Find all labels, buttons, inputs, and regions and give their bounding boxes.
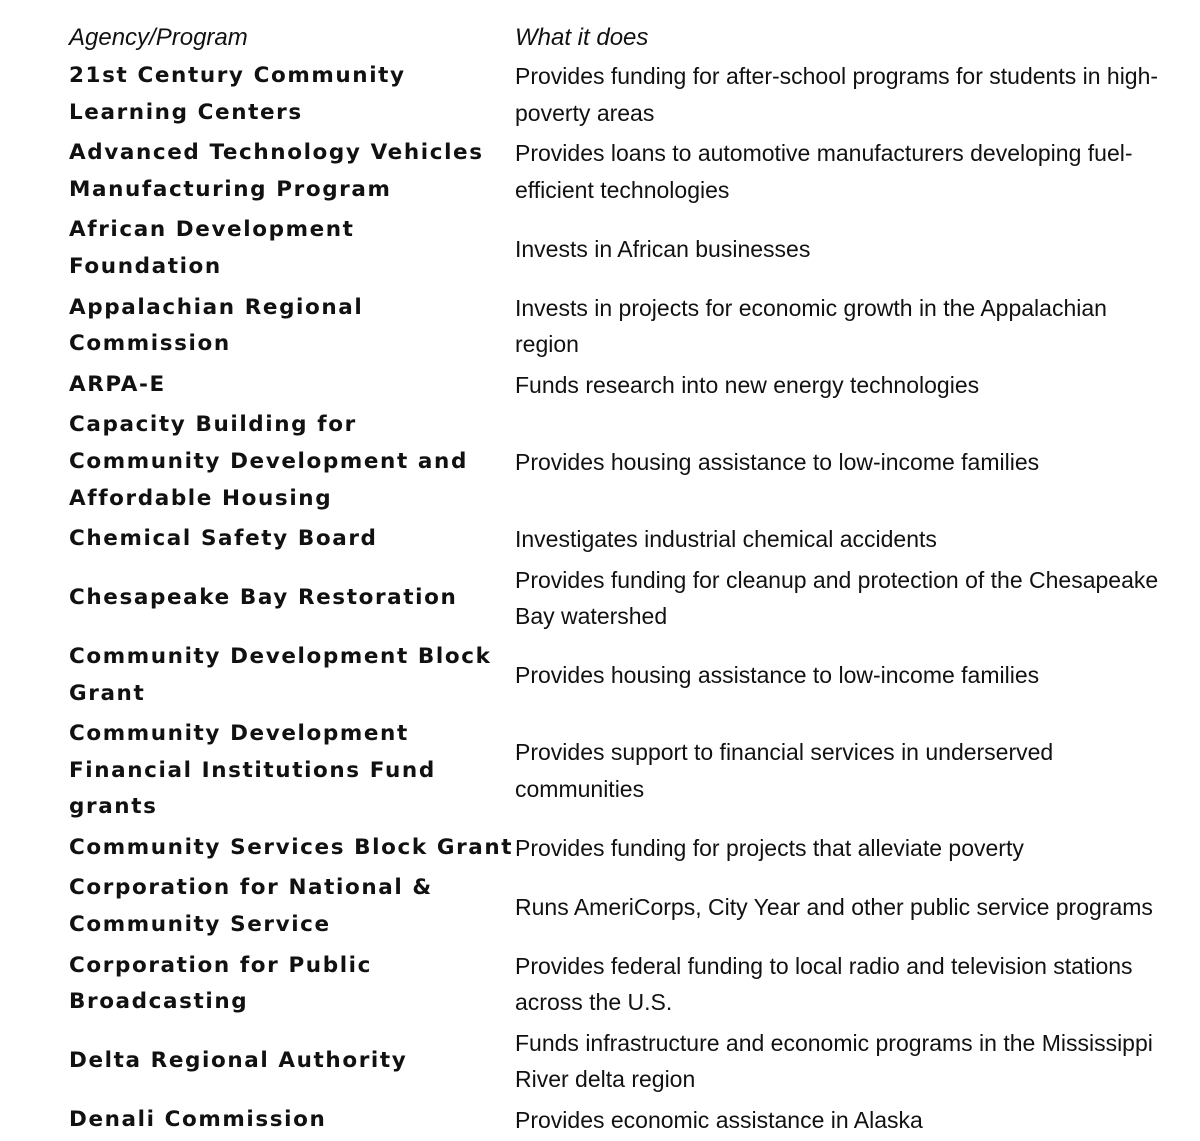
agency-name: ARPA-E — [69, 371, 166, 397]
agency-description: Provides funding for cleanup and protection of the Chesapeake Bay watershed — [515, 566, 1159, 630]
agency-description: Provides housing assistance to low-income families — [515, 662, 1040, 689]
description-column-header: What it does — [515, 24, 649, 51]
agency-name: Community Services Block Grant — [69, 834, 514, 860]
agency-description: Funds infrastructure and economic programs in the Mississippi River delta region — [515, 1029, 1153, 1093]
agency-description: Provides support to financial services in underserved communities — [515, 739, 1054, 802]
table-row — [69, 828, 1169, 869]
agency-name: Chemical Safety Board — [69, 526, 378, 552]
table-row — [69, 133, 1169, 210]
agency-name: Community Development Financial Institutions Fund grants — [69, 721, 436, 820]
agency-name: Corporation for National & Community Service — [69, 875, 433, 938]
table-row — [69, 519, 1169, 560]
agency-name: Denali Commission — [69, 1107, 327, 1133]
agency-description: Runs AmeriCorps, City Year and other public service programs — [515, 893, 1153, 920]
table-row — [69, 210, 1169, 287]
agency-name: 21st Century Community Learning Centers — [69, 63, 406, 125]
table-row — [69, 560, 1169, 637]
table-row — [69, 1023, 1169, 1100]
agency-description: Provides funding for projects that alleviate poverty — [515, 834, 1024, 861]
table-row — [69, 714, 1169, 828]
table-row — [69, 637, 1169, 714]
programs-document — [69, 21, 1169, 1141]
agency-description: Provides loans to automotive manufacturers developing fuel-efficient technologies — [515, 140, 1133, 203]
programs-table — [69, 21, 1169, 1141]
table-header-row — [69, 21, 1169, 56]
agency-name: African Development Foundation — [69, 217, 355, 279]
agency-description: Invests in African businesses — [515, 235, 811, 262]
agency-description: Funds research into new energy technologies — [515, 371, 980, 398]
table-row — [69, 365, 1169, 406]
table-row — [69, 288, 1169, 365]
agency-description: Investigates industrial chemical accidents — [515, 526, 937, 553]
table-row — [69, 868, 1169, 945]
agency-name: Chesapeake Bay Restoration — [69, 585, 458, 611]
agency-description: Invests in projects for economic growth in the Appalachian region — [515, 294, 1107, 358]
table-row — [69, 405, 1169, 519]
agency-name: Appalachian Regional Commission — [69, 294, 364, 357]
agency-description: Provides federal funding to local radio and television stations across the U.S. — [515, 952, 1133, 1016]
agency-name: Delta Regional Authority — [69, 1048, 408, 1074]
table-row — [69, 1100, 1169, 1141]
agency-name: Capacity Building for Community Development and Affordable Housing — [69, 412, 468, 511]
table-row — [69, 946, 1169, 1023]
agency-name: Community Development Block Grant — [69, 643, 492, 706]
agency-description: Provides funding for after-school programs for students in high-poverty areas — [515, 63, 1159, 126]
agency-column-header: Agency/Program — [69, 24, 248, 51]
table-row — [69, 56, 1169, 133]
agency-description: Provides housing assistance to low-income families — [515, 448, 1040, 475]
agency-name: Advanced Technology Vehicles Manufacturing Program — [69, 140, 484, 202]
agency-name: Corporation for Public Broadcasting — [69, 952, 372, 1015]
agency-description: Provides economic assistance in Alaska — [515, 1107, 923, 1134]
